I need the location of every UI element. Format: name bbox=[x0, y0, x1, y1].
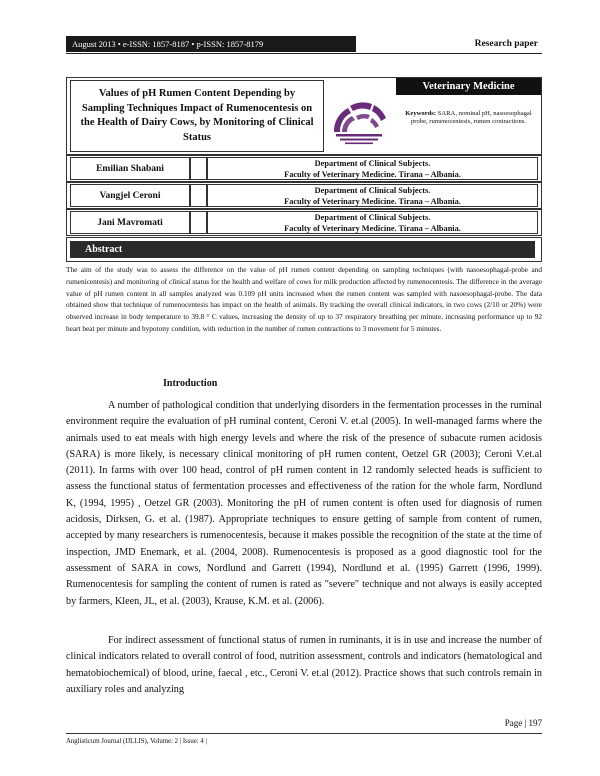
keywords-list: SARA, nominal pH, nasoesophagal probe, rumenocentesis, rumen contractions. bbox=[411, 110, 532, 126]
affiliation-faculty: Faculty of Veterinary Medicine. Tirana – Albania. bbox=[284, 169, 461, 179]
field-label: Veterinary Medicine bbox=[396, 78, 541, 95]
abstract-text: The aim of the study was to assess the difference on the value of pH rumen content depending on sampling techniques (with nasoesophagal-probe and rumenicentesis) and monitoring of clinical status for the health and welfare of cows for milk production affected by rumenocentesis. The difference in the average value of pH rumen content in all samples analyzed was 0.109 pH units increased when the rumen content was sampled with nasoesophagal-probe. The data obtained show that technique of rumenocentesis has impact on the health of animals. By tracking the overall clinical indicators, in two cows (2/10 or 20%) were observed increase in body temperature to 39.8 ° C values, increasing the density of up to 37 respiratory breathing per minute, increasing performance up to 92 heart beat per minute and hypotony condition, with reduction in the number of rumen contractions to 3 movement for 5 minutes. bbox=[66, 265, 542, 333]
paragraph-text: A number of pathological condition that underlying disorders in the fermentation processes in the ruminal environment require the evaluation of pH ruminal content, Ceroni V. et.al (2005). In well-managed farms where the animals used to eat meals with high energy levels and where the risk of the presence of subacute rumen acidosis (SARA) is more likely, is necessary clinical monitoring of pH rumen content, Oetzel GR (2003); Ceroni V.et.al (2011). In farms with over 100 head, control of pH rumen content in 12 randomly selected heads is sufficient to assess the functional status of fermentation processes and effectiveness of the ration for the whole farm, Nordlund K, (1994, 1995) , Oetzel GR (2003). Monitoring the pH of rumen content is often used for diagnosis of rumen acidosis, Dirksen, G. et al. (1987). Appropriate techniques to ensure getting of sample from content of rumen, accepted by many researchers is rumenocentesis, because it makes possible the recognition of the state at the time of inspection, JMD Enemark, et al. (2004, 2008). Rumenocentesis is proposed as a good diagnostic tool for the assessment of SARA in cows, Nordlund and Garrett (1994), Nordlund et al. (1995) Garrett (1996, 1999). Rumenocentesis for sampling the content of rumen is rated as "severe" technique and not always is easily accepted by farmers, Kleen, JL, et al. (2003), Krause, K.M. et al. (2006). bbox=[66, 400, 542, 607]
author-spacer bbox=[190, 211, 207, 234]
page-number: Page | 197 bbox=[504, 718, 542, 728]
body-paragraph bbox=[66, 398, 542, 610]
affiliation-faculty: Faculty of Veterinary Medicine. Tirana – Albania. bbox=[284, 223, 461, 233]
footer-divider bbox=[66, 733, 542, 734]
body-paragraph bbox=[66, 633, 542, 698]
issn-banner: August 2013 • e-ISSN: 1857-8187 • p-ISSN: 1857-8179 bbox=[66, 36, 356, 52]
author-spacer bbox=[190, 184, 207, 207]
author-name: Emilian Shabani bbox=[70, 157, 190, 180]
author-affiliation bbox=[207, 157, 538, 180]
section-heading: Introduction bbox=[163, 378, 218, 389]
journal-logo-icon bbox=[326, 90, 394, 146]
author-spacer bbox=[190, 157, 207, 180]
keywords-label: Keywords: bbox=[405, 110, 437, 117]
article-title: Values of pH Rumen Content Depending by Sampling Techniques Impact of Rumenocentesis on the Health of Dairy Cows, by Monitoring of Clinical Status bbox=[70, 80, 324, 152]
paper-type-label: Research paper bbox=[474, 39, 538, 49]
author-affiliation bbox=[207, 184, 538, 207]
author-affiliation bbox=[207, 211, 538, 234]
journal-footer: Anglisticum Journal (IJLLIS), Volume: 2 | Issue: 4 | bbox=[66, 738, 207, 745]
affiliation-department: Department of Clinical Subjects. bbox=[314, 159, 431, 168]
keywords bbox=[397, 110, 540, 126]
abstract-heading: Abstract bbox=[70, 241, 535, 258]
affiliation-faculty: Faculty of Veterinary Medicine. Tirana – Albania. bbox=[284, 196, 461, 206]
author-name: Jani Mavromati bbox=[70, 211, 190, 234]
header-divider bbox=[66, 53, 542, 54]
affiliation-department: Department of Clinical Subjects. bbox=[314, 186, 431, 195]
author-name: Vangjel Ceroni bbox=[70, 184, 190, 207]
affiliation-department: Department of Clinical Subjects. bbox=[314, 213, 431, 222]
paragraph-text: For indirect assessment of functional status of rumen in ruminants, it is in use and increase the number of clinical indicators related to overall control of food, nutrition assessment, controls and indicators (hematological and hematobiochemical) of blood, urine, faecal , etc., Ceroni V. et.al (2012). Practice shows that such controls remain in auxiliary roles and analyzing bbox=[66, 635, 542, 695]
